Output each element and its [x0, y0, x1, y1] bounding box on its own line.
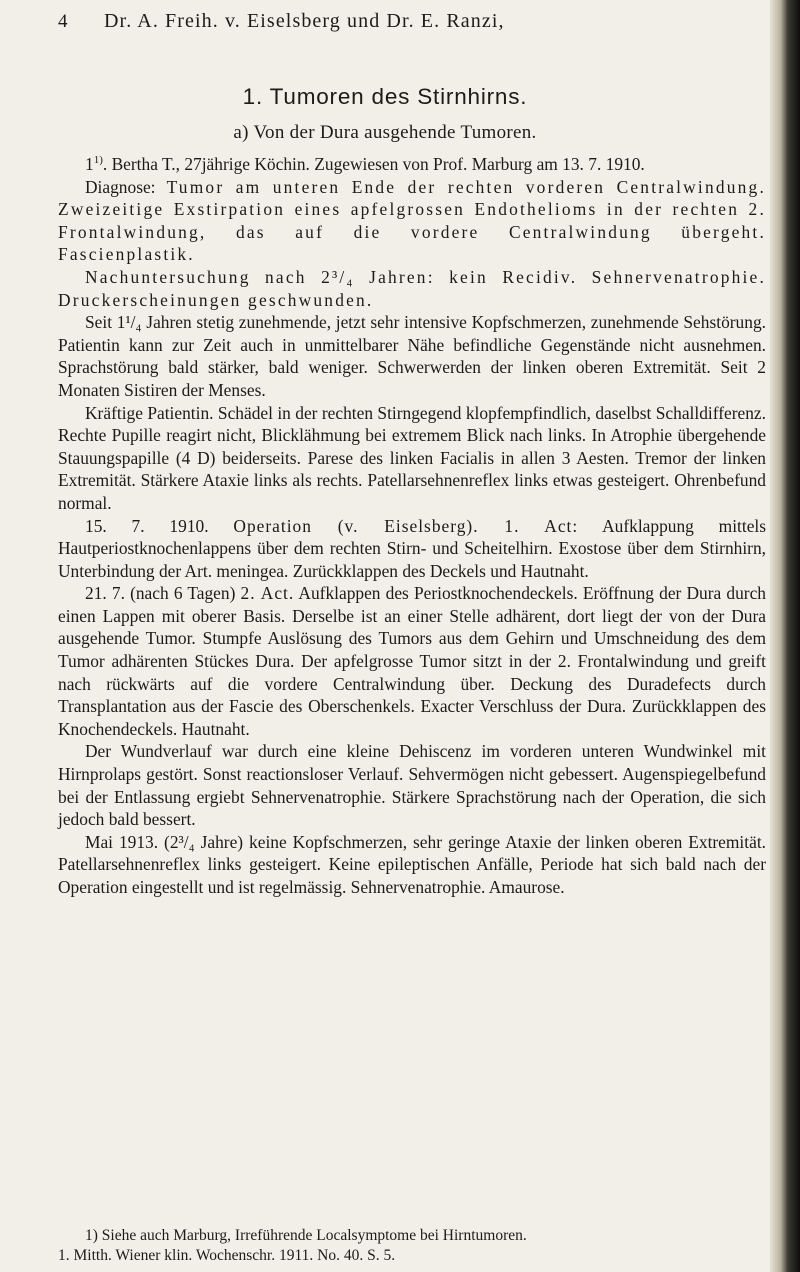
section-title: 1. Tumoren des Stirnhirns.	[242, 84, 528, 109]
operation1-label: Operation (v. Eiselsberg). 1. Act:	[233, 515, 579, 536]
case-number: 1	[85, 154, 94, 174]
outcome-paragraph: Mai 1913. (2³/₄ Jahre) keine Kopfschmerzen, sehr geringe Ataxie der linken oberen Extremität. Patellarsehnenreflex links gesteigert. Keine epileptischen Anfälle, Periode hat sich bald nach der Operation eingestellt und ist regelmässig. Sehnervenatrophie. Amaurose.	[58, 831, 766, 897]
case-header	[58, 153, 766, 176]
operation2-text: Aufklappen des Periostknochendeckels. Eröffnung der Dura durch einen Lappen mit oberer Basis. Derselbe ist an einer Stelle adhärent, dort liegt der von der Dura ausgehende Tumor. Stumpfe Auslösung des Tumors aus dem Gehirn und Umschneidung des dem Tumor adhärenten Stückes Dura. Der apfelgrosse Tumor sitzt in der 2. Frontalwindung und greift nach rückwärts auf die vordere Centralwindung über. Deckung des Duradefects durch Transplantation aus der Fascie des Oberschenkels. Exacter Verschluss der Dura. Zurückklappen des Knochendeckels. Hautnaht.	[58, 583, 766, 739]
operation2-date: 21. 7. (nach 6 Tagen)	[85, 583, 241, 604]
running-header	[58, 10, 740, 33]
header-authors: Dr. A. Freih. v. Eiselsberg und Dr. E. Ranzi,	[104, 10, 505, 32]
footnote-marker: 1)	[93, 154, 103, 167]
diagnosis-label: Diagnose:	[85, 176, 156, 197]
diagnosis-paragraph	[58, 176, 766, 266]
operation1-text: Aufklappung mittels Hautperiostknochenlappens über dem rechten Stirn- und Scheitelhirn. Exostose über dem Stirnhirn, Unterbindung der Art. meningea. Zurückklappen des Deckels und Hautnaht.	[58, 515, 767, 581]
patient-info: . Bertha T., 27jährige Köchin. Zugewiesen von Prof. Marburg am 13. 7. 1910.	[102, 154, 645, 174]
page-number: 4	[58, 11, 68, 32]
footnotes	[58, 1226, 766, 1266]
footnote-1-continued: 1. Mitth. Wiener klin. Wochenschr. 1911. No. 40. S. 5.	[58, 1247, 396, 1264]
diagnosis-text: Tumor am unteren Ende der rechten vorderen Centralwindung. Zweizeitige Exstirpation eines apfelgrossen Endothelioms in der rechten 2. Frontalwindung, das auf die vordere Centralwindung übergeht. Fascienplastik.	[58, 176, 766, 265]
book-binding-edge	[770, 0, 800, 1272]
subsection-title: a) Von der Dura ausgehende Tumoren.	[233, 122, 537, 143]
case-report	[58, 153, 766, 899]
operation1-paragraph	[58, 515, 766, 583]
status-paragraph: Kräftige Patientin. Schädel in der rechten Stirngegend klopfempfindlich, daselbst Schalldifferenz. Rechte Pupille reagirt nicht, Blicklähmung bei extremem Blick nach links. In Atrophie übergehende Stauungspapille (4 D) beiderseits. Parese des linken Facialis in allen 3 Aesten. Tremor der linken Extremität. Stärkere Ataxie links als rechts. Patellarsehnenreflex links etwas gesteigert. Ohrenbefund normal.	[58, 402, 766, 513]
footnote-1: 1) Siehe auch Marburg, Irreführende Localsymptome bei Hirntumoren.	[85, 1227, 527, 1244]
operation2-paragraph	[58, 582, 766, 740]
history-paragraph: Seit 1¹/₄ Jahren stetig zunehmende, jetzt sehr intensive Kopfschmerzen, zunehmende Sehstörung. Patientin kann zur Zeit auch in unmittelbarer Nähe befindliche Gegenstände nicht ausnehmen. Sprachstörung bald stärker, bald weniger. Schwerwerden der linken oberen Extremität. Seit 2 Monaten Sistiren der Menses.	[58, 312, 766, 400]
followup-paragraph: Nachuntersuchung nach 2³/₄ Jahren: kein Recidiv. Sehnervenatrophie. Druckerscheinungen geschwunden.	[58, 266, 766, 310]
course-paragraph: Der Wundverlauf war durch eine kleine Dehiscenz im vorderen unteren Wundwinkel mit Hirnprolaps gestört. Sonst reactionsloser Verlauf. Sehvermögen nicht gebessert. Augenspiegelbefund bei der Entlassung ergiebt Sehnervenatrophie. Stärkere Sprachstörung nach der Operation, die sich jedoch bald bessert.	[58, 741, 766, 830]
operation2-label: 2. Act.	[240, 583, 295, 604]
operation1-date: 15. 7. 1910.	[85, 515, 234, 536]
